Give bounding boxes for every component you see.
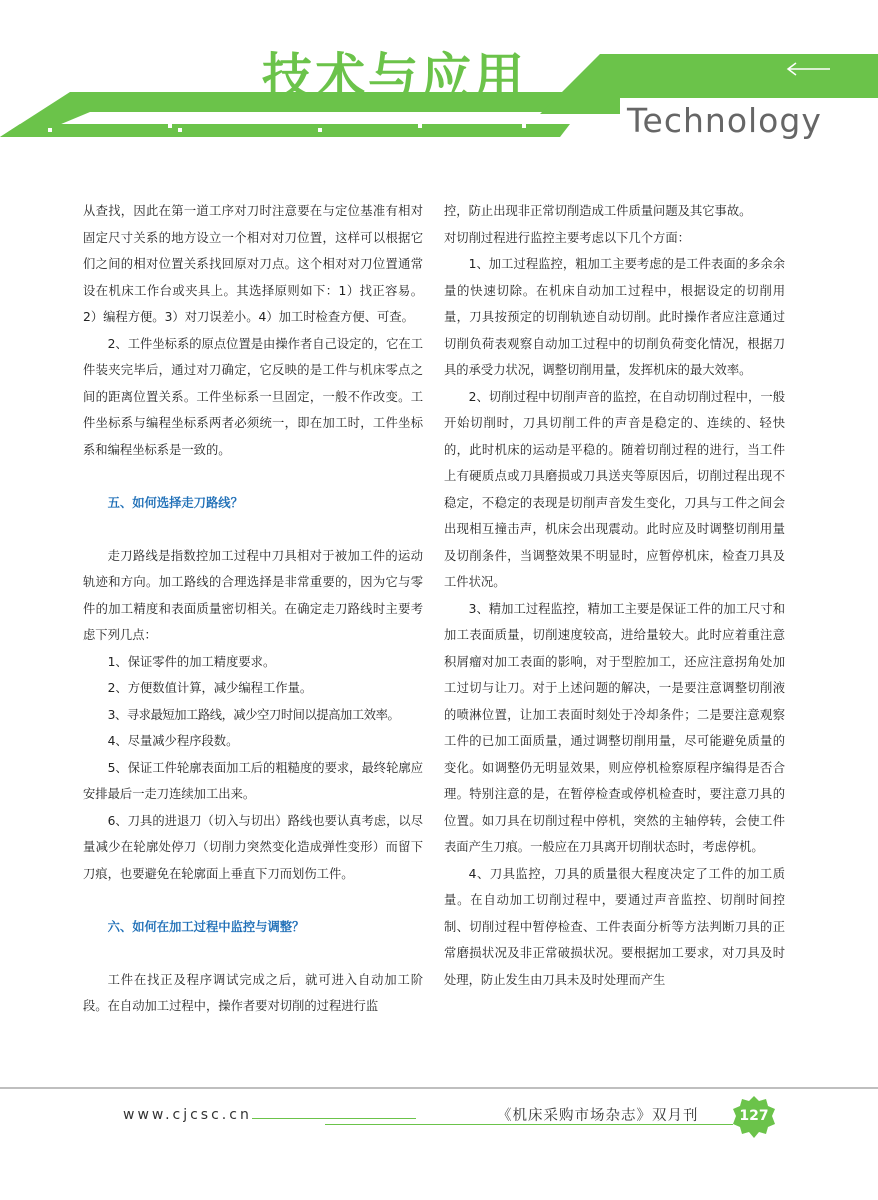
paragraph: 走刀路线是指数控加工过程中刀具相对于被加工件的运动轨迹和方向。加工路线的合理选择是非常重要的，因为它与零件的加工精度和表面质量密切相关。在确定走刀路线时主要考虑下列几点： (83, 548, 423, 642)
paragraph: 2、切削过程中切削声音的监控，在自动切削过程中，一般开始切削时，刀具切削工件的声音是稳定的、连续的、轻快的，此时机床的运动是平稳的。随着切削过程的进行，当工件上有硬质点或刀具磨损或刀具送夹等原因后，切削过程出现不稳定，不稳定的表现是切削声音发生变化，刀具与工件之间会出现相互撞击声，机床会出现震动。此时应及时调整切削用量及切削条件，当调整效果不明显时，应暂停机床，检查刀具及工件状况。 (444, 389, 785, 589)
paragraph: 2、工件坐标系的原点位置是由操作者自己设定的，它在工件装夹完毕后，通过对刀确定，它反映的是工件与机床零点之间的距离位置关系。工件坐标系一旦固定，一般不作改变。工件坐标系与编程坐标系两者必须统一，即在加工时，工件坐标系和编程坐标系是一致的。 (83, 336, 423, 457)
paragraph: 控，防止出现非正常切削造成工件质量问题及其它事故。 (444, 204, 752, 218)
paragraph: 从查找，因此在第一道工序对刀时注意要在与定位基准有相对固定尺寸关系的地方设立一个相对对刀位置，这样可以根据它们之间的相对位置关系找回原对刀点。这个相对对刀位置通常设在机床工作台或夹具上。其选择原则如下：1）找正容易。2）编程方便。3）对刀误差小。4）加工时检查方便、可查。 (83, 204, 423, 324)
footer-url[interactable]: www.cjcsc.cn (123, 1107, 252, 1123)
list-item: 3、寻求最短加工路线，减少空刀时间以提高加工效率。 (107, 707, 400, 722)
paragraph: 工件在找正及程序调试完成之后，就可进入自动加工阶段。在自动加工过程中，操作者要对切削的过程进行监 (83, 972, 423, 1013)
list-item: 1、保证零件的加工精度要求。 (107, 654, 276, 669)
left-column (83, 198, 423, 1020)
banner-lower-stripe (0, 124, 570, 137)
footer-line (252, 1118, 416, 1119)
list-item: 5、保证工件轮廓表面加工后的粗糙度的要求，最终轮廓应安排最后一走刀连续加工出来。 (83, 760, 423, 801)
section-heading: 五、如何选择走刀路线？ (107, 495, 243, 510)
list-item: 2、方便数值计算，减少编程工作量。 (107, 681, 313, 695)
footer-rule (0, 1087, 878, 1089)
paragraph: 1、加工过程监控，粗加工主要考虑的是工件表面的多余余量的快速切除。在机床自动加工过程中，根据设定的切削用量，刀具按预定的切削轨迹自动切削。此时操作者应注意通过切削负荷表观察自动加工过程中的切削负荷变化情况，根据刀具的承受力状况，调整切削用量，发挥机床的最大效率。 (444, 257, 785, 377)
header-banner (0, 0, 878, 150)
paragraph: 3、精加工过程监控，精加工主要是保证工件的加工尺寸和加工表面质量，切削速度较高，进给量较大。此时应着重注意积屑瘤对加工表面的影响，对于型腔加工，还应注意拐角处加工过切与让刀。对于上述问题的解决，一是要注意调整切削液的喷淋位置，让加工表面时刻处于冷却条件；二是要注意观察工件的已加工面质量，通过调整切削用量，尽可能避免质量的变化。如调整仍无明显效果，则应停机检察原程序编得是否合理。特别注意的是，在暂停检查或停机检查时，要注意刀具的位置。如刀具在切削过程中停机，突然的主轴停转，会使工件表面产生刀痕。一般应在刀具离开切削状态时，考虑停机。 (444, 601, 785, 854)
section-subtitle: Technology (627, 101, 822, 140)
right-column (444, 198, 785, 993)
list-item: 4、尽量减少程序段数。 (107, 734, 239, 748)
paragraph: 4、刀具监控，刀具的质量很大程度决定了工件的加工质量。在自动加工切削过程中，要通过声音监控、切削时间控制、切削过程中暂停检查、工件表面分析等方法判断刀具的正常磨损状况及非正常破损状况。要根据加工要求，对刀具及时处理，防止发生由刀具未及时处理而产生 (444, 866, 785, 987)
section-title: 技术与应用 (262, 48, 527, 106)
page-number: 127 (739, 1108, 769, 1124)
section-heading: 六、如何在加工过程中监控与调整？ (107, 919, 305, 934)
paragraph: 对切削过程进行监控主要考虑以下几个方面： (444, 230, 690, 245)
magazine-name: 《机床采购市场杂志》双月刊 (497, 1108, 699, 1124)
list-item: 6、刀具的进退刀（切入与切出）路线也要认真考虑，以尽量减少在轮廓处停刀（切削力突然变化造成弹性变形）而留下刀痕，也要避免在轮廓面上垂直下刀而划伤工件。 (83, 813, 423, 881)
